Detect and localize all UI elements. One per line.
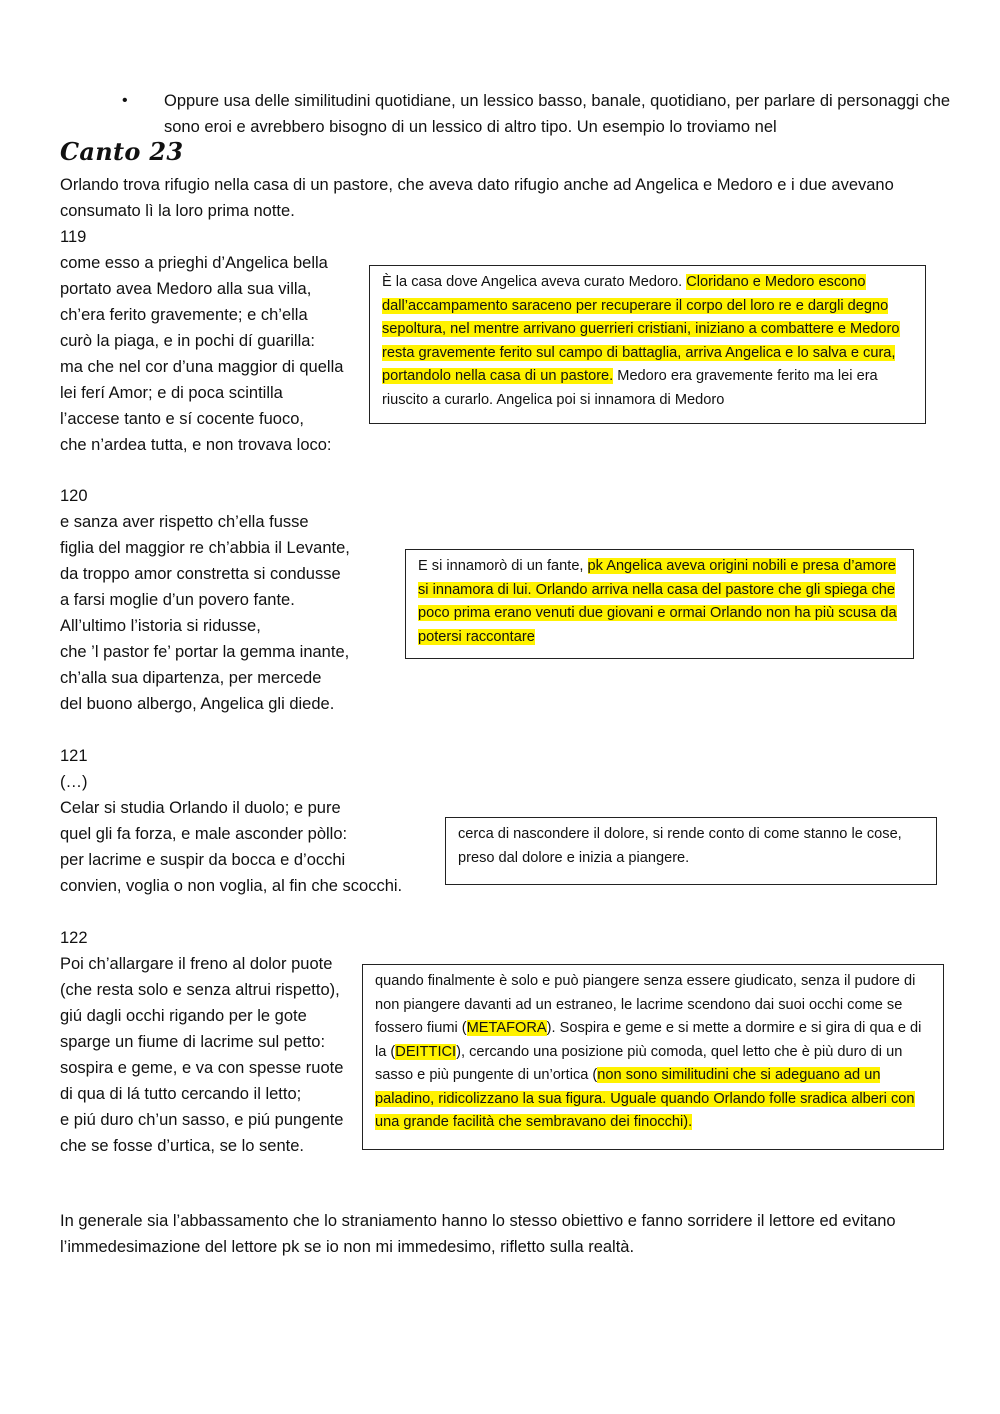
verse-line: che se fosse d’urtica, se lo sente. — [60, 1137, 304, 1155]
note-box-119 — [369, 265, 926, 424]
verse-line: come esso a prieghi d’Angelica bella — [60, 254, 328, 272]
bullet-text: Oppure usa delle similitudini quotidiane, un lessico basso, banale, quotidiano, per parlare di personaggi che sono eroi e avrebbero bisogno di un lessico di altro tipo. Un esempio lo troviamo nel — [164, 92, 951, 136]
stanza-number: 122 — [60, 929, 88, 947]
verse-line: quel gli fa forza, e male asconder pòllo: — [60, 825, 348, 843]
note-text: quando finalmente è solo e può piangere senza essere giudicato, senza il pudore di non piangere davanti ad un estraneo, le lacrime scendono dai suoi occhi come se fossero fiumi ( — [375, 973, 916, 1036]
highlighted-text: pk Angelica aveva origini nobili e presa d’amore si innamora di lui. Orlando arriva nella casa del pastore che gli spiega che poco prima erano venuti due giovani e ormai Orlando non ha più scusa da potersi raccontare — [418, 558, 897, 645]
highlighted-text: DEITTICI — [395, 1043, 457, 1060]
verse-line: giú dagli occhi rigando per le gote — [60, 1007, 307, 1025]
verse-line: figlia del maggior re ch’abbia il Levante, — [60, 539, 350, 557]
verse-line: convien, voglia o non voglia, al fin che scocchi. — [60, 877, 403, 895]
verse-line: Celar si studia Orlando il duolo; e pure — [60, 799, 341, 817]
verse-line: per lacrime e suspir da bocca e d’occhi — [60, 851, 346, 869]
stanza-number: 121 — [60, 747, 88, 765]
stanza-120 — [60, 483, 350, 717]
section-heading: Canto 23 — [60, 137, 184, 166]
verse-line: curò la piaga, e in pochi dí guarilla: — [60, 332, 315, 350]
highlighted-text: non sono similitudini che si adeguano ad un paladino, ridicolizzano la sua figura. Uguale quando Orlando folle sradica alberi con una grande facilità che sembravano dei finocchi). — [375, 1067, 915, 1130]
verse-line: da troppo amor constretta si condusse — [60, 565, 341, 583]
note-text: ), cercando una posizione più comoda, quel letto che è più duro di un sasso e più pungente di un’ortica ( — [375, 1043, 903, 1083]
note-box-121 — [445, 817, 937, 885]
note-text: ). Sospira e geme e si mette a dormire e si gira di qua e di la ( — [375, 1020, 922, 1060]
verse-line: All’ultimo l’istoria si ridusse, — [60, 617, 261, 635]
verse-line: ch’alla sua dipartenza, per mercede — [60, 669, 322, 687]
verse-line: (…) — [60, 773, 88, 791]
stanza-119 — [60, 224, 343, 458]
note-text: È la casa dove Angelica aveva curato Medoro. — [382, 274, 687, 290]
verse-line: Poi ch’allargare il freno al dolor puote — [60, 955, 333, 973]
verse-line: ma che nel cor d’una maggior di quella — [60, 358, 344, 376]
highlighted-text: METAFORA — [466, 1020, 547, 1036]
verse-line: che ’l pastor fe’ portar la gemma inante, — [60, 643, 350, 661]
highlighted-text: Cloridano e Medoro escono dall’accampamento saraceno per recuperare il corpo del loro re e dargli degno sepoltura, nel mentre arrivano guerrieri cristiani, iniziano a combattere e Medoro resta gravemente ferito sul campo di battaglia, arriva Angelica e lo salva e cura, portandolo nella casa di un pastore. — [382, 274, 900, 384]
note-text: Medoro era gravemente ferito ma lei era riuscito a curarlo. Angelica poi si innamora di Medoro — [382, 368, 878, 408]
verse-line: del buono albergo, Angelica gli diede. — [60, 695, 335, 713]
bullet-icon: • — [122, 92, 128, 109]
intro-paragraph: Orlando trova rifugio nella casa di un pastore, che aveva dato rifugio anche ad Angelica e Medoro e i due avevano consumato lì la loro prima notte. — [60, 176, 894, 220]
note-box-122 — [362, 964, 944, 1150]
verse-line: ch’era ferito gravemente; e ch’ella — [60, 306, 308, 324]
verse-line: sospira e geme, e va con spesse ruote — [60, 1059, 344, 1077]
stanza-122 — [60, 925, 343, 1159]
note-text: E si innamorò di un fante, — [418, 558, 588, 574]
verse-line: (che resta solo e senza altrui rispetto), — [60, 981, 340, 999]
verse-line: portato avea Medoro alla sua villa, — [60, 280, 312, 298]
closing-paragraph: In generale sia l’abbassamento che lo straniamento hanno lo stesso obiettivo e fanno sorridere il lettore ed evitano l’immedesimazione del lettore pk se io non mi immedesimo, rifletto sulla realtà. — [60, 1212, 896, 1256]
verse-line: a farsi moglie d’un povero fante. — [60, 591, 295, 609]
stanza-number: 120 — [60, 487, 88, 505]
note-text: cerca di nascondere il dolore, si rende conto di come stanno le cose, preso dal dolore e inizia a piangere. — [458, 826, 902, 866]
verse-line: e sanza aver rispetto ch’ella fusse — [60, 513, 309, 531]
verse-line: che n’ardea tutta, e non trovava loco: — [60, 436, 332, 454]
verse-line: di qua di lá tutto cercando il letto; — [60, 1085, 302, 1103]
verse-line: l’accese tanto e sí cocente fuoco, — [60, 410, 304, 428]
stanza-121 — [60, 743, 402, 899]
stanza-number: 119 — [60, 228, 87, 246]
verse-line: sparge un fiume di lacrime sul petto: — [60, 1033, 326, 1051]
note-box-120 — [405, 549, 914, 659]
verse-line: lei ferí Amor; e di poca scintilla — [60, 384, 283, 402]
verse-line: e piú duro ch’un sasso, e piú pungente — [60, 1111, 344, 1129]
